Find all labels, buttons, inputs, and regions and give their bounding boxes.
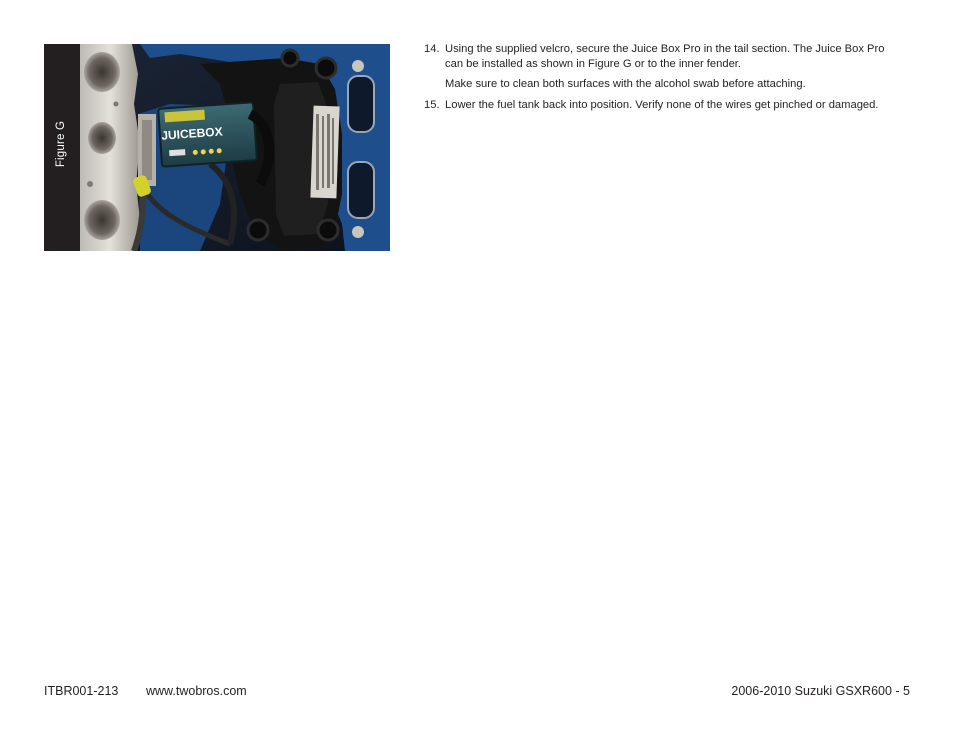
juicebox-photo-label: JUICEBOX bbox=[160, 124, 224, 143]
step-body bbox=[445, 98, 878, 113]
step-text: Using the supplied velcro, secure the Juice Box Pro in the tail section. The Juice Box Pro can be installed as shown in Figure G or to the inner fender. bbox=[445, 43, 885, 70]
step-number: 15. bbox=[424, 98, 440, 111]
document-code: ITBR001-213 bbox=[44, 684, 119, 698]
step-text: Lower the fuel tank back into position. Verify none of the wires get pinched or damaged. bbox=[445, 98, 879, 111]
website-link[interactable]: www.twobros.com bbox=[146, 684, 247, 698]
step-note: Make sure to clean both surfaces with the alcohol swab before attaching. bbox=[445, 78, 806, 90]
figure-caption: Figure G bbox=[55, 120, 67, 168]
step-number: 14. bbox=[424, 43, 440, 55]
step-body bbox=[445, 42, 904, 92]
figure-g bbox=[44, 44, 390, 251]
figure-caption-bar bbox=[44, 44, 80, 251]
instruction-list bbox=[424, 42, 904, 118]
page-footer-title: 2006-2010 Suzuki GSXR600 - 5 bbox=[731, 684, 910, 698]
juicebox-installation-photo bbox=[80, 44, 390, 251]
step-15 bbox=[424, 98, 904, 113]
step-14 bbox=[424, 42, 904, 92]
